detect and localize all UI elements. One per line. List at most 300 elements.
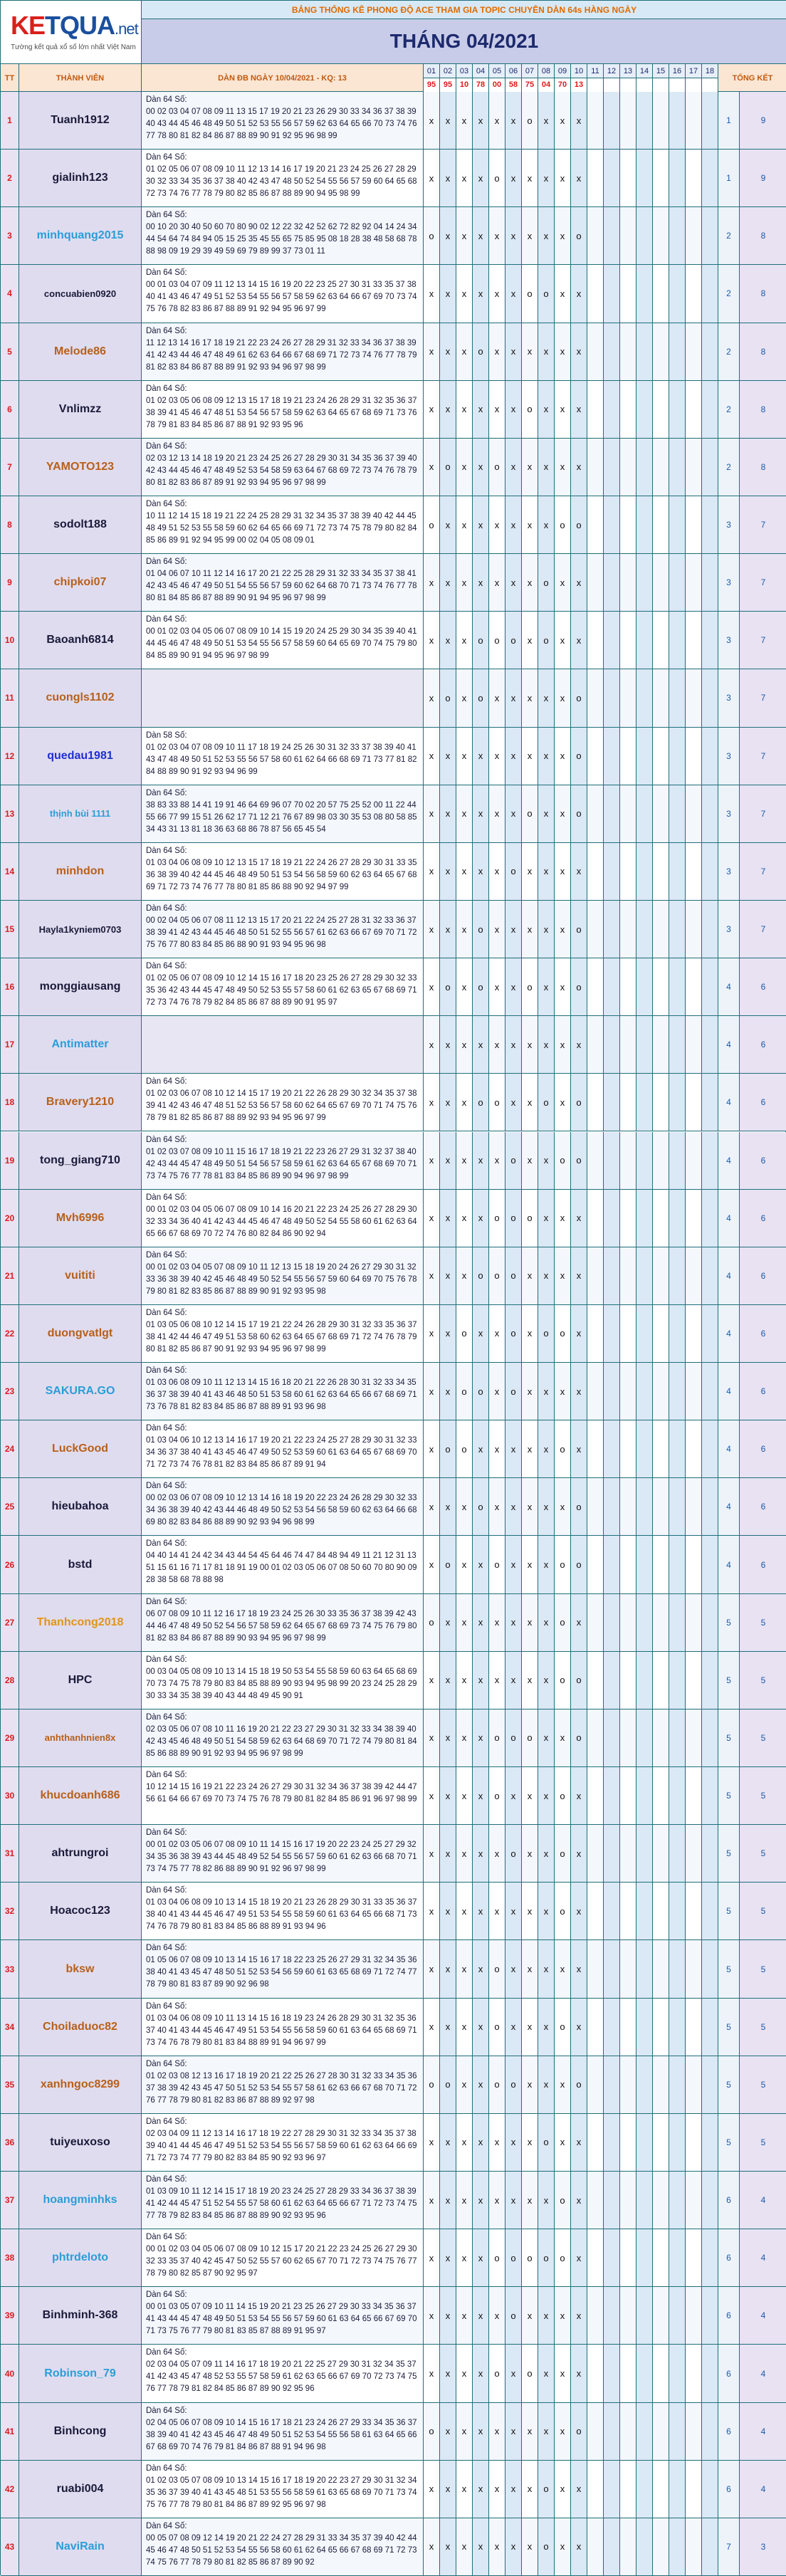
day-mark	[669, 150, 686, 206]
day-mark: x	[571, 2172, 587, 2229]
table-row	[1, 92, 786, 150]
member-name[interactable]: ruabi004	[19, 2461, 142, 2518]
day-mark: x	[571, 1247, 587, 1304]
day-mark: x	[571, 843, 587, 900]
member-name[interactable]: Vnlimzz	[19, 381, 142, 438]
day-mark	[587, 1305, 604, 1362]
day-mark: x	[456, 323, 473, 380]
member-name[interactable]: Bravery1210	[19, 1074, 142, 1131]
day-mark	[686, 785, 702, 842]
member-name[interactable]: tuiyeuxoso	[19, 2114, 142, 2171]
day-mark: o	[473, 323, 489, 380]
day-col-07	[522, 64, 538, 93]
member-name[interactable]: quedau1981	[19, 728, 142, 785]
day-mark: x	[571, 1016, 587, 1073]
member-name[interactable]: minhquang2015	[19, 207, 142, 264]
day-mark: o	[555, 1132, 571, 1189]
day-mark: x	[555, 2461, 571, 2518]
day-mark	[669, 2114, 686, 2171]
number-set-values: 00 02 04 05 06 07 08 11 12 13 15 17 20 21 22 24 25 27 28 31 32 33 36 37 38 39 41 42 43 44 45 46 48 50 51 52 55 56 57 61 62 63 66 67 69 70 71 72 75 76 77 80 83 84 85 86 88 90 91 93 94 95 96 98	[146, 916, 417, 949]
day-mark	[604, 439, 620, 496]
day-mark: o	[424, 2056, 440, 2113]
day-mark	[620, 1825, 636, 1882]
day-mark: x	[456, 1536, 473, 1593]
number-set-values: 01 03 04 06 08 09 10 11 13 14 15 16 18 19 23 24 26 28 29 30 31 32 35 36 37 40 41 43 44 45 46 47 49 51 53 54 55 56 58 59 60 61 63 64 65 68 69 71 73 74 76 78 79 80 81 83 84 88 89 91 94 96 97 99	[146, 2014, 417, 2047]
number-set-values: 00 01 02 03 04 05 07 08 09 10 11 12 13 15 18 19 20 24 26 27 29 30 31 32 33 36 38 39 40 42 45 46 48 49 50 52 54 55 56 57 59 60 64 69 70 75 76 78 79 80 81 82 83 85 86 87 88 89 90 91 92 93 95 98	[146, 1262, 417, 1296]
day-mark	[620, 2287, 636, 2344]
member-name[interactable]: Binhminh-368	[19, 2287, 142, 2344]
day-mark	[669, 669, 686, 726]
member-name[interactable]: ahtrungroi	[19, 1825, 142, 1882]
member-name[interactable]: Binhcong	[19, 2403, 142, 2460]
day-mark: o	[555, 1767, 571, 1824]
day-result: 70	[555, 78, 570, 92]
day-number: 14	[636, 64, 652, 78]
day-mark: o	[522, 265, 538, 322]
day-mark	[620, 1190, 636, 1247]
number-set	[142, 2461, 424, 2518]
member-name[interactable]: Melode86	[19, 323, 142, 380]
row-number: 10	[1, 612, 19, 669]
member-name[interactable]: sodolt188	[19, 496, 142, 553]
number-set-values: 38 83 33 88 14 41 19 91 46 64 69 96 07 70 02 20 57 75 25 52 00 11 22 44 55 66 77 99 15 51 26 62 17 71 12 21 76 67 89 98 03 30 35 53 08 80 58 85 34 43 31 13 81 18 36 63 68 86 78 87 56 65 45 54	[146, 800, 417, 834]
day-mark	[653, 2287, 669, 2344]
day-mark: x	[456, 958, 473, 1015]
number-set	[142, 2403, 424, 2460]
day-mark	[620, 1478, 636, 1535]
day-mark	[604, 496, 620, 553]
day-mark	[636, 439, 653, 496]
member-name[interactable]: khucdoanh686	[19, 1767, 142, 1824]
day-mark	[669, 2172, 686, 2229]
day-mark	[686, 2461, 702, 2518]
day-mark	[702, 1999, 718, 2056]
table-row	[1, 1594, 786, 1652]
day-mark: x	[522, 1016, 538, 1073]
total-misses: 6	[740, 1247, 786, 1304]
member-name[interactable]: chipkoi07	[19, 554, 142, 611]
number-set-values: 02 04 05 06 07 08 09 10 14 15 16 17 18 21 23 24 26 27 29 33 34 35 36 37 38 39 40 41 42 43 45 46 47 48 49 50 51 52 53 54 55 56 58 61 63 64 65 66 67 68 69 70 74 76 79 81 84 86 87 88 91 94 96 98	[146, 2418, 417, 2451]
number-set	[142, 323, 424, 380]
day-mark: o	[538, 554, 555, 611]
day-mark: x	[505, 496, 522, 553]
table-row	[1, 439, 786, 496]
day-mark: x	[440, 92, 456, 149]
number-set	[142, 1305, 424, 1362]
table-row	[1, 323, 786, 381]
number-set	[142, 92, 424, 149]
day-mark	[669, 1594, 686, 1651]
member-name[interactable]: duongvatlgt	[19, 1305, 142, 1362]
total-misses: 4	[740, 2461, 786, 2518]
member-name[interactable]: NaviRain	[19, 2518, 142, 2575]
day-mark	[669, 265, 686, 322]
day-mark: x	[424, 2287, 440, 2344]
day-col-04	[473, 64, 489, 93]
day-mark	[669, 1247, 686, 1304]
number-set-values: 01 03 04 06 08 09 10 12 13 15 17 18 19 21 22 24 26 27 28 29 30 31 33 35 36 38 39 40 42 44 45 46 48 49 50 51 53 54 56 58 59 60 62 63 64 65 67 68 69 71 72 73 74 76 77 78 80 81 85 86 88 90 92 94 97 99	[146, 858, 417, 891]
row-number: 38	[1, 2229, 19, 2286]
day-mark	[686, 323, 702, 380]
day-mark	[686, 439, 702, 496]
member-name[interactable]: xanhngoc8299	[19, 2056, 142, 2113]
total-misses: 8	[740, 439, 786, 496]
day-mark	[636, 2056, 653, 2113]
total-misses: 7	[740, 612, 786, 669]
member-name[interactable]: HPC	[19, 1652, 142, 1709]
day-mark: x	[571, 1594, 587, 1651]
day-mark	[686, 1594, 702, 1651]
number-set-label: Dàn 64 Số:	[146, 557, 187, 567]
day-mark: o	[489, 1767, 505, 1824]
total-hits: 5	[718, 1652, 740, 1709]
day-mark: o	[538, 2518, 555, 2575]
number-set	[142, 554, 424, 611]
total-misses: 5	[740, 1594, 786, 1651]
day-mark	[620, 207, 636, 264]
day-mark: x	[489, 1305, 505, 1362]
day-mark: o	[571, 785, 587, 842]
number-set	[142, 2172, 424, 2229]
day-mark: x	[522, 150, 538, 206]
day-mark: o	[424, 1594, 440, 1651]
day-mark	[636, 2114, 653, 2171]
day-mark	[587, 2056, 604, 2113]
day-mark: x	[456, 439, 473, 496]
day-mark: x	[424, 1247, 440, 1304]
day-mark: x	[489, 785, 505, 842]
day-mark	[587, 1710, 604, 1766]
table-row	[1, 785, 786, 843]
number-set-values: 01 03 09 10 11 12 14 15 17 18 19 20 23 24 25 27 28 29 33 34 36 37 38 39 41 42 44 45 47 51 52 54 55 57 58 60 61 62 63 64 65 66 67 71 72 73 74 75 77 78 79 82 83 84 85 86 87 88 89 90 92 93 95 96	[146, 2187, 417, 2221]
member-name[interactable]: Mvh6996	[19, 1190, 142, 1247]
logo[interactable]	[1, 1, 142, 63]
day-mark: o	[505, 1825, 522, 1882]
member-name[interactable]: bksw	[19, 1940, 142, 1997]
day-mark: x	[489, 1594, 505, 1651]
day-mark: x	[456, 1190, 473, 1247]
member-name[interactable]: monggiausang	[19, 958, 142, 1015]
table-row	[1, 554, 786, 612]
member-name[interactable]: Antimatter	[19, 1016, 142, 1073]
day-mark	[587, 785, 604, 842]
table-row	[1, 2403, 786, 2461]
day-mark	[702, 323, 718, 380]
day-mark	[653, 1652, 669, 1709]
day-mark: x	[456, 1710, 473, 1766]
row-number: 37	[1, 2172, 19, 2229]
day-mark	[702, 381, 718, 438]
number-set-values: 01 02 03 08 12 13 16 17 18 19 20 21 22 25 26 27 28 30 31 32 33 34 35 36 37 38 39 42 43 45 47 50 51 52 53 54 55 57 58 61 62 63 66 67 68 70 71 72 76 77 78 79 80 81 82 83 86 87 88 89 92 97 98	[146, 2071, 417, 2105]
day-mark	[686, 207, 702, 264]
day-mark: x	[440, 1247, 456, 1304]
total-hits: 5	[718, 1767, 740, 1824]
day-mark: x	[440, 1074, 456, 1131]
total-hits: 5	[718, 1940, 740, 1997]
day-mark	[686, 2056, 702, 2113]
day-mark	[620, 1016, 636, 1073]
total-hits: 2	[718, 207, 740, 264]
day-mark: x	[505, 1652, 522, 1709]
day-mark: x	[424, 2345, 440, 2402]
day-mark	[702, 2345, 718, 2402]
member-name[interactable]: cuongls1102	[19, 669, 142, 726]
day-mark: x	[538, 785, 555, 842]
number-set-values: 02 03 04 05 07 09 11 14 16 17 18 19 20 21 22 25 27 29 30 31 32 34 35 37 41 42 43 45 47 48 52 53 55 57 58 59 61 62 63 65 66 67 69 70 72 73 74 75 76 77 78 79 81 82 84 85 86 87 89 90 92 95 96	[146, 2360, 417, 2394]
day-mark: x	[505, 323, 522, 380]
day-mark	[653, 1190, 669, 1247]
member-name[interactable]: LuckGood	[19, 1420, 142, 1477]
table-row	[1, 2172, 786, 2229]
member-name[interactable]: thịnh bùi 1111	[19, 785, 142, 842]
day-mark	[669, 1999, 686, 2056]
member-name[interactable]: Hayla1kyniem0703	[19, 901, 142, 958]
day-mark: x	[522, 1132, 538, 1189]
total-misses: 8	[740, 323, 786, 380]
day-mark: x	[489, 1016, 505, 1073]
day-result	[587, 78, 603, 92]
day-mark	[587, 1652, 604, 1709]
day-mark	[702, 1825, 718, 1882]
day-mark: x	[440, 1940, 456, 1997]
day-mark	[604, 1767, 620, 1824]
number-set-label: Dàn 64 Số:	[146, 788, 187, 797]
member-name[interactable]: Tuanh1912	[19, 92, 142, 149]
day-mark: o	[489, 612, 505, 669]
day-result: 78	[473, 78, 488, 92]
day-number: 09	[555, 64, 570, 78]
day-mark: x	[555, 207, 571, 264]
day-mark: o	[571, 728, 587, 785]
day-mark: x	[456, 2345, 473, 2402]
day-mark	[604, 728, 620, 785]
day-result	[653, 78, 669, 92]
row-number: 43	[1, 2518, 19, 2575]
number-set	[142, 150, 424, 206]
day-mark: x	[505, 381, 522, 438]
day-mark	[702, 1247, 718, 1304]
table-row	[1, 1940, 786, 1998]
total-hits: 2	[718, 265, 740, 322]
number-set-values: 01 03 06 08 09 10 11 12 13 14 15 16 18 20 21 22 26 28 30 31 32 33 34 35 36 37 38 39 40 41 43 46 48 50 51 53 58 60 61 62 63 64 65 66 67 68 69 71 73 76 78 81 82 83 84 85 86 87 88 89 91 93 96 98	[146, 1378, 417, 1412]
day-mark: x	[555, 2114, 571, 2171]
day-mark	[686, 843, 702, 900]
day-mark	[669, 1710, 686, 1766]
day-mark: o	[505, 1132, 522, 1189]
day-mark: x	[424, 1652, 440, 1709]
day-mark	[636, 1016, 653, 1073]
day-mark: o	[571, 1536, 587, 1593]
day-mark	[636, 1825, 653, 1882]
day-mark	[636, 1652, 653, 1709]
day-mark: o	[555, 1652, 571, 1709]
member-name[interactable]: YAMOTO123	[19, 439, 142, 496]
day-mark: x	[473, 2403, 489, 2460]
day-mark: x	[473, 2114, 489, 2171]
day-mark: x	[489, 92, 505, 149]
day-number: 05	[489, 64, 505, 78]
day-mark: x	[571, 2345, 587, 2402]
member-name[interactable]: SAKURA.GO	[19, 1363, 142, 1420]
total-hits: 4	[718, 958, 740, 1015]
day-mark: o	[424, 2403, 440, 2460]
day-mark: x	[555, 785, 571, 842]
day-mark	[636, 1999, 653, 2056]
total-hits: 1	[718, 92, 740, 149]
day-mark: x	[538, 2172, 555, 2229]
day-mark	[686, 1825, 702, 1882]
number-set-values: 01 02 03 07 08 09 10 11 15 16 17 18 19 21 22 23 26 27 29 31 32 37 38 40 42 43 44 45 47 48 49 50 51 54 56 57 58 59 61 62 63 64 65 67 68 69 70 71 73 74 75 76 77 78 81 83 84 85 86 89 90 94 96 97 98 99	[146, 1147, 417, 1180]
number-set-label: Dàn 64 Số:	[146, 1135, 187, 1144]
day-mark	[587, 323, 604, 380]
day-mark	[686, 2229, 702, 2286]
number-set-values: 01 03 04 06 10 12 13 14 16 17 19 20 21 22 23 24 25 27 28 29 30 31 32 33 34 36 37 38 40 41 43 45 46 47 49 50 52 53 59 60 61 63 64 65 67 68 69 70 71 72 73 74 76 78 81 82 83 84 85 86 87 89 91 94	[146, 1436, 417, 1470]
day-mark: x	[505, 785, 522, 842]
row-number: 36	[1, 2114, 19, 2171]
total-misses: 8	[740, 265, 786, 322]
day-mark: x	[538, 439, 555, 496]
number-set-values: 00 05 07 08 09 12 14 19 20 21 22 24 27 28 29 31 33 34 35 37 39 40 42 44 45 46 47 48 50 51 52 53 54 55 56 58 60 61 62 64 65 66 67 68 69 71 72 73 74 75 76 77 78 79 80 81 82 85 86 87 89 90 92	[146, 2533, 417, 2567]
day-mark: x	[505, 439, 522, 496]
day-mark: x	[424, 439, 440, 496]
day-mark: o	[489, 2345, 505, 2402]
day-mark	[669, 1190, 686, 1247]
table-row	[1, 265, 786, 323]
number-set-label: Dàn 64 Số:	[146, 326, 187, 335]
day-mark	[620, 1767, 636, 1824]
number-set-label: Dàn 64 Số:	[146, 2117, 187, 2126]
day-mark	[702, 92, 718, 149]
member-name[interactable]: Baoanh6814	[19, 612, 142, 669]
day-mark: x	[571, 1305, 587, 1362]
day-mark: x	[538, 1883, 555, 1939]
day-mark	[686, 1767, 702, 1824]
day-mark: x	[538, 1190, 555, 1247]
row-number: 1	[1, 92, 19, 149]
member-name[interactable]: bstd	[19, 1536, 142, 1593]
day-mark: o	[456, 1420, 473, 1477]
day-mark	[686, 2403, 702, 2460]
day-mark	[604, 669, 620, 726]
day-mark: x	[571, 150, 587, 206]
day-mark	[620, 1420, 636, 1477]
total-misses: 5	[740, 2114, 786, 2171]
day-mark: x	[571, 1767, 587, 1824]
member-name[interactable]: Hoacoc123	[19, 1883, 142, 1939]
member-name[interactable]: anhthanhnien8x	[19, 1710, 142, 1766]
day-mark: o	[538, 612, 555, 669]
member-name[interactable]: Thanhcong2018	[19, 1594, 142, 1651]
day-mark: x	[522, 1478, 538, 1535]
total-hits: 3	[718, 554, 740, 611]
member-name[interactable]: vuititi	[19, 1247, 142, 1304]
day-mark: x	[555, 2518, 571, 2575]
member-name[interactable]: Robinson_79	[19, 2345, 142, 2402]
member-name[interactable]: gialinh123	[19, 150, 142, 206]
day-col-05	[489, 64, 505, 93]
logo-wordmark	[11, 11, 138, 41]
day-mark: o	[489, 2056, 505, 2113]
row-number: 8	[1, 496, 19, 553]
total-hits: 5	[718, 2056, 740, 2113]
day-number: 03	[456, 64, 472, 78]
day-mark: x	[424, 1710, 440, 1766]
total-misses: 7	[740, 496, 786, 553]
day-mark	[636, 265, 653, 322]
day-mark	[686, 2172, 702, 2229]
day-mark	[653, 2461, 669, 2518]
day-mark: o	[489, 1247, 505, 1304]
day-mark	[636, 612, 653, 669]
member-name[interactable]: tong_giang710	[19, 1132, 142, 1189]
member-name[interactable]: hieubahoa	[19, 1478, 142, 1535]
day-mark	[686, 2114, 702, 2171]
number-set-label: Dàn 64 Số:	[146, 2001, 187, 2011]
member-name[interactable]: hoangminhks	[19, 2172, 142, 2229]
total-hits: 6	[718, 2229, 740, 2286]
column-header-row	[1, 63, 786, 92]
day-mark: o	[555, 1825, 571, 1882]
day-mark: x	[473, 1305, 489, 1362]
number-set-values: 00 01 03 05 07 09 10 11 14 15 19 20 21 23 25 26 27 29 30 33 34 35 36 37 41 43 44 45 47 48 49 50 51 53 54 55 56 57 59 60 61 63 64 65 66 67 69 70 71 73 75 76 77 79 80 81 83 85 87 88 89 91 95 97	[146, 2303, 417, 2336]
day-mark: x	[538, 1363, 555, 1420]
day-mark	[587, 612, 604, 669]
total-hits: 7	[718, 2518, 740, 2575]
day-mark	[604, 2056, 620, 2113]
member-name[interactable]: phtrdeloto	[19, 2229, 142, 2286]
day-mark	[669, 323, 686, 380]
day-mark: o	[555, 1999, 571, 2056]
day-mark: x	[489, 958, 505, 1015]
day-mark	[686, 1536, 702, 1593]
row-number: 28	[1, 1652, 19, 1709]
day-mark	[653, 901, 669, 958]
day-mark	[604, 2287, 620, 2344]
day-mark: x	[424, 1825, 440, 1882]
day-mark: x	[522, 1305, 538, 1362]
day-mark: x	[505, 1767, 522, 1824]
day-mark: x	[473, 1420, 489, 1477]
day-mark: x	[440, 1016, 456, 1073]
table-row	[1, 901, 786, 958]
day-mark	[669, 1363, 686, 1420]
day-mark	[702, 496, 718, 553]
banner-title: BẢNG THỐNG KÊ PHONG ĐỘ ACE THAM GIA TOPIC CHUYÊN DÀN 64s HÀNG NGÀY	[142, 1, 786, 19]
member-name[interactable]: concuabien0920	[19, 265, 142, 322]
day-mark: x	[424, 150, 440, 206]
member-name[interactable]: minhdon	[19, 843, 142, 900]
day-mark: x	[505, 207, 522, 264]
day-mark: x	[424, 1940, 440, 1997]
table-row	[1, 1767, 786, 1825]
day-mark: o	[555, 496, 571, 553]
day-mark: x	[505, 1594, 522, 1651]
day-mark	[604, 323, 620, 380]
day-mark	[653, 1883, 669, 1939]
day-mark	[620, 785, 636, 842]
day-mark: x	[505, 150, 522, 206]
day-mark: x	[555, 1247, 571, 1304]
day-mark: x	[555, 1710, 571, 1766]
day-col-15	[653, 64, 669, 93]
day-mark: x	[555, 2345, 571, 2402]
day-mark: o	[571, 1132, 587, 1189]
number-set	[142, 2114, 424, 2171]
logo-tagline: Tường kết quả xổ số lớn nhất Việt Nam	[11, 43, 136, 51]
member-name[interactable]: Choiladuoc82	[19, 1999, 142, 2056]
day-mark: x	[505, 92, 522, 149]
day-mark	[686, 2518, 702, 2575]
